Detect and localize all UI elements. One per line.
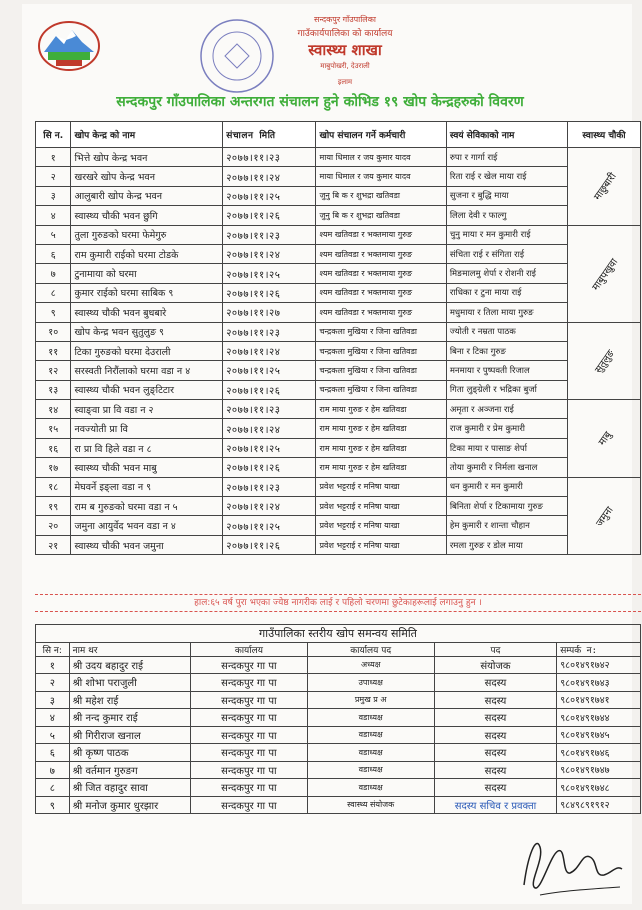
member-position: सदस्य सचिव र प्रवक्ता (434, 796, 557, 814)
operation-date: २०७७।११।२६ (223, 206, 316, 225)
volunteer-names: गिता लुङ्ग्रेली र भद्रिका बुर्जा (446, 380, 567, 399)
row-sn: १८ (36, 477, 71, 496)
member-phone: ९८०१४९१७४२ (557, 656, 641, 674)
row-sn: १५ (36, 419, 71, 438)
row-sn: ८ (36, 283, 71, 302)
center-name: भित्ते खोप केन्द्र भवन (71, 148, 223, 167)
row-sn: १ (36, 148, 71, 167)
operation-date: २०७७।११।२६ (223, 380, 316, 399)
member-name: श्री महेश राई (69, 691, 190, 709)
col-sn-header: सि न. (36, 122, 71, 148)
member-office: सन्दकपुर गा पा (191, 744, 308, 762)
col-date-header: संचालन मिति (223, 122, 316, 148)
health-post-name: सुतुलुङ (593, 348, 618, 376)
member-office: सन्दकपुर गा पा (191, 796, 308, 814)
vaccinator-staff: प्रवेश भट्टराई र मनिषा याखा (316, 477, 446, 496)
operation-date: २०७७।११।२४ (223, 244, 316, 263)
operation-date: २०७७।११।२६ (223, 458, 316, 477)
member-sn: ४ (36, 709, 70, 727)
row-sn: ४ (36, 206, 71, 225)
center-name: स्वाङ्वा प्रा वि वडा न २ (71, 400, 223, 419)
committee-row (36, 709, 641, 727)
member-office: सन्दकपुर गा पा (191, 656, 308, 674)
committee-col-role: कार्यालय पद (307, 642, 434, 656)
center-name: टिका गुरुङको घरमा देउराली (71, 341, 223, 360)
center-name: कुमार राईको घरमा साबिक ९ (71, 283, 223, 302)
member-office: सन्दकपुर गा पा (191, 761, 308, 779)
volunteer-names: हेम कुमारी र शान्ता चौहान (446, 516, 567, 535)
member-sn: ५ (36, 726, 70, 744)
member-office: सन्दकपुर गा पा (191, 709, 308, 727)
table-row (36, 419, 641, 438)
member-office: सन्दकपुर गा पा (191, 726, 308, 744)
volunteer-names: राज कुमारी र प्रेम कुमारी (446, 419, 567, 438)
committee-row (36, 779, 641, 797)
operation-date: २०७७।११।२३ (223, 225, 316, 244)
volunteer-names: लिला देवी र फाल्गु (446, 206, 567, 225)
operation-date: २०७७।११।२५ (223, 186, 316, 205)
operation-date: २०७७।११।२३ (223, 148, 316, 167)
vaccinator-staff: राम माया गुरुङ र हेम खतिवडा (316, 400, 446, 419)
vaccinator-staff: माया धिमाल र जय कुमार यादव (316, 167, 446, 186)
center-name: तुला गुरुङको घरमा फेमेगुरु (71, 225, 223, 244)
member-position: सदस्य (434, 779, 557, 797)
member-name: श्री शोभा पराजुली (69, 674, 190, 692)
committee-col-phone: सम्पर्क न: (557, 642, 641, 656)
volunteer-names: टिका माया र पासाङ शेर्पा (446, 438, 567, 457)
member-sn: २ (36, 674, 70, 692)
handwritten-signature (510, 825, 635, 907)
member-phone: ९८०१४९१७४५ (557, 726, 641, 744)
row-sn: १९ (36, 497, 71, 516)
member-office-role: वडाध्यक्ष (307, 726, 434, 744)
health-post-cell (568, 225, 641, 322)
volunteer-names: मनमाया र पुष्पवती रिजाल (446, 361, 567, 380)
center-name: स्वास्थ्य चौकी भवन बुधबारे (71, 303, 223, 322)
col-healthpost-header: स्वास्थ्य चौकी (568, 122, 641, 148)
vaccinator-staff: चन्द्रकला मुखिया र जिना खतिवडा (316, 361, 446, 380)
member-office-role: प्रमुख प्र अ (307, 691, 434, 709)
vaccinator-staff: जुनु बि क र शुभद्रा खतिवडा (316, 206, 446, 225)
row-sn: १६ (36, 438, 71, 457)
table-row (36, 361, 641, 380)
member-position: सदस्य (434, 761, 557, 779)
member-phone: ९८०१४९१७४४ (557, 709, 641, 727)
row-sn: २ (36, 167, 71, 186)
member-position: सदस्य (434, 726, 557, 744)
row-sn: ९ (36, 303, 71, 322)
center-name: राम ब गुरुङको घरमा वडा न ५ (71, 497, 223, 516)
vaccinator-staff: चन्द्रकला मुखिया र जिना खतिवडा (316, 380, 446, 399)
row-sn: ५ (36, 225, 71, 244)
member-phone: ९८०१४९१७४३ (557, 674, 641, 692)
member-position: संयोजक (434, 656, 557, 674)
operation-date: २०७७।११।२६ (223, 535, 316, 554)
document-title: सन्दकपुर गाँउपालिका अन्तरगत संचालन हुने कोभिड १९ खोप केन्द्रहरुको विवरण (116, 94, 524, 110)
nepal-emblem-logo (36, 18, 102, 72)
volunteer-names: बिनिता शेर्पा र टिकामाया गुरुङ (446, 497, 567, 516)
operation-date: २०७७।११।२३ (223, 477, 316, 496)
center-name: राम कुमारी राईको घरमा टोडके (71, 244, 223, 263)
row-sn: २१ (36, 535, 71, 554)
operation-date: २०७७।११।२५ (223, 516, 316, 535)
center-name: स्वास्थ्य चौकी भवन जमुना (71, 535, 223, 554)
table-row (36, 477, 641, 496)
member-position: सदस्य (434, 709, 557, 727)
center-name: खोप केन्द्र भवन सुतुलुङ ९ (71, 322, 223, 341)
committee-col-sn: सि न: (36, 642, 70, 656)
row-sn: ११ (36, 341, 71, 360)
member-position: सदस्य (434, 744, 557, 762)
table-row (36, 535, 641, 554)
vaccinator-staff: प्रवेश भट्टराई र मनिषा याखा (316, 516, 446, 535)
row-sn: १३ (36, 380, 71, 399)
vaccinator-staff: श्यम खतिवडा र भक्तमाया गुरुङ (316, 283, 446, 302)
volunteer-names: मिङमालमु शेर्पा र रोशनी राई (446, 264, 567, 283)
row-sn: ३ (36, 186, 71, 205)
row-sn: १२ (36, 361, 71, 380)
table-row (36, 303, 641, 322)
table-row (36, 225, 641, 244)
col-volunteer-header: स्वयं सेविकाको नाम (446, 122, 567, 148)
header-district: इलाम (337, 78, 353, 86)
operation-date: २०७७।११।२५ (223, 438, 316, 457)
health-post-name: माबु (596, 430, 614, 449)
committee-col-position: पद (434, 642, 557, 656)
table-row (36, 186, 641, 205)
coordination-committee-table (35, 624, 641, 814)
health-post-cell (568, 148, 641, 226)
table-row (36, 516, 641, 535)
committee-col-name: नाम थर (69, 642, 190, 656)
volunteer-names: रुपा र गार्गा राई (446, 148, 567, 167)
member-office-role: वडाध्यक्ष (307, 761, 434, 779)
member-name: श्री उदय बहादुर राई (69, 656, 190, 674)
row-sn: ७ (36, 264, 71, 283)
center-name: आलुबारी खोप केन्द्र भवन (71, 186, 223, 205)
member-sn: ७ (36, 761, 70, 779)
center-name: टुनामाया को घरमा (71, 264, 223, 283)
member-office-role: स्वास्थ्य संयोजक (307, 796, 434, 814)
volunteer-names: राधिका र टुना माया राई (446, 283, 567, 302)
member-sn: ८ (36, 779, 70, 797)
table-row (36, 264, 641, 283)
header-section: स्वास्थ्य शाखा (308, 41, 382, 59)
member-phone: ९८०१४९१७४१ (557, 691, 641, 709)
volunteer-names: मधुमाया र तिला माया गुरुङ (446, 303, 567, 322)
committee-title: गाउँपालिका स्तरीय खोप समन्वय समिति (36, 625, 641, 643)
row-sn: १० (36, 322, 71, 341)
operation-date: २०७७।११।२४ (223, 419, 316, 438)
operation-date: २०७७।११।२५ (223, 264, 316, 283)
health-post-cell (568, 322, 641, 400)
header-office: गाउँकार्यपालिका को कार्यालय (297, 29, 393, 39)
vaccinator-staff: श्यम खतिवडा र भक्तमाया गुरुङ (316, 264, 446, 283)
member-position: सदस्य (434, 691, 557, 709)
committee-row (36, 761, 641, 779)
vaccination-centers-table (35, 121, 641, 555)
center-name: खरखरे खोप केन्द्र भवन (71, 167, 223, 186)
col-staff-header: खोप संचालन गर्ने कर्मचारी (316, 122, 446, 148)
member-name: श्री कृष्ण पाठक (69, 744, 190, 762)
vaccinator-staff: राम माया गुरुङ र हेम खतिवडा (316, 419, 446, 438)
header-municipality: सन्दकपुर गाँउपालिका (314, 15, 376, 24)
volunteer-names: रिता राई र खेल माया राई (446, 167, 567, 186)
operation-date: २०७७।११।२४ (223, 497, 316, 516)
table-row (36, 322, 641, 341)
volunteer-names: धन कुमारी र मन कुमारी (446, 477, 567, 496)
row-sn: २० (36, 516, 71, 535)
row-sn: १४ (36, 400, 71, 419)
center-name: रा प्रा वि हिले वडा न ८ (71, 438, 223, 457)
operation-date: २०७७।११।२४ (223, 341, 316, 360)
vaccinator-staff: माया धिमाल र जय कुमार यादव (316, 148, 446, 167)
member-position: सदस्य (434, 674, 557, 692)
committee-row (36, 726, 641, 744)
vaccinator-staff: जुनु बि क र शुभद्रा खतिवडा (316, 186, 446, 205)
member-phone: ९८०१४९१७४६ (557, 744, 641, 762)
member-office-role: वडाध्यक्ष (307, 709, 434, 727)
member-phone: ९८०१४९१७४७ (557, 761, 641, 779)
health-post-cell (568, 477, 641, 555)
volunteer-names: संचिता राई र संगिता राई (446, 244, 567, 263)
volunteer-names: तोया कुमारी र निर्मला खनाल (446, 458, 567, 477)
committee-row (36, 674, 641, 692)
member-phone: ९८०१४९१७४८ (557, 779, 641, 797)
eligibility-note: हाल:६५ वर्ष पुरा भएका ज्येष्ठ नागरीक लाई र पहिलो चरणमा छुटेकाहरूलाई लगाउनु हुन । (35, 594, 641, 612)
center-name: जमुना आयुर्वेद भवन वडा न ४ (71, 516, 223, 535)
vaccinator-staff: चन्द्रकला मुखिया र जिना खतिवडा (316, 322, 446, 341)
operation-date: २०७७।११।२७ (223, 303, 316, 322)
table-row (36, 244, 641, 263)
table-row (36, 380, 641, 399)
table-row (36, 458, 641, 477)
vaccinator-staff: श्यम खतिवडा र भक्तमाया गुरुङ (316, 303, 446, 322)
vaccinator-staff: चन्द्रकला मुखिया र जिना खतिवडा (316, 341, 446, 360)
vaccinator-staff: प्रवेश भट्टराई र मनिषा याखा (316, 535, 446, 554)
committee-col-office: कार्यालय (191, 642, 308, 656)
health-post-name: माबुपखुवा (590, 256, 621, 293)
center-name: स्वास्थ्य चौकी भवन माबु (71, 458, 223, 477)
operation-date: २०७७।११।२३ (223, 322, 316, 341)
member-phone: ९८४९८९१९१२ (557, 796, 641, 814)
volunteer-names: रमला गुरुङ र डोल माया (446, 535, 567, 554)
header-address: माबुपोखरी, देउराली (320, 62, 370, 70)
member-name: श्री वर्तमान गुरुङग (69, 761, 190, 779)
table-row (36, 167, 641, 186)
member-name: श्री गिरीराज खनाल (69, 726, 190, 744)
vaccinator-staff: राम माया गुरुङ र हेम खतिवडा (316, 458, 446, 477)
member-sn: ९ (36, 796, 70, 814)
table-row (36, 438, 641, 457)
volunteer-names: सुजना र बुद्धि माया (446, 186, 567, 205)
member-sn: १ (36, 656, 70, 674)
volunteer-names: बिना र टिका गुरुङ (446, 341, 567, 360)
operation-date: २०७७।११।२५ (223, 361, 316, 380)
member-office: सन्दकपुर गा पा (191, 674, 308, 692)
committee-row (36, 691, 641, 709)
table-row (36, 497, 641, 516)
row-sn: १७ (36, 458, 71, 477)
member-office-role: उपाध्यक्ष (307, 674, 434, 692)
member-office-role: अध्यक्ष (307, 656, 434, 674)
center-name: मेघवर्ने इङ्ला वडा न ९ (71, 477, 223, 496)
operation-date: २०७७।११।२३ (223, 400, 316, 419)
row-sn: ६ (36, 244, 71, 263)
member-sn: ३ (36, 691, 70, 709)
table-row (36, 400, 641, 419)
center-name: नवज्योती प्रा वि (71, 419, 223, 438)
member-office: सन्दकपुर गा पा (191, 691, 308, 709)
vaccinator-staff: प्रवेश भट्टराई र मनिषा याखा (316, 497, 446, 516)
member-name: श्री नन्द कुमार राई (69, 709, 190, 727)
center-name: स्वास्थ्य चौकी भवन छुगि (71, 206, 223, 225)
committee-row (36, 656, 641, 674)
operation-date: २०७७।११।२६ (223, 283, 316, 302)
vaccinator-staff: राम माया गुरुङ र हेम खतिवडा (316, 438, 446, 457)
member-office: सन्दकपुर गा पा (191, 779, 308, 797)
table-row (36, 148, 641, 167)
health-post-cell (568, 400, 641, 478)
member-office-role: वडाध्यक्ष (307, 779, 434, 797)
operation-date: २०७७।११।२४ (223, 167, 316, 186)
volunteer-names: चुनु माया र मन कुमारी राई (446, 225, 567, 244)
table-row (36, 206, 641, 225)
member-sn: ६ (36, 744, 70, 762)
col-center-header: खोप केन्द्र को नाम (71, 122, 223, 148)
volunteer-names: ज्योती र नम्रता पाठक (446, 322, 567, 341)
committee-row (36, 796, 641, 814)
vaccinator-staff: श्यम खतिवडा र भक्तमाया गुरुङ (316, 244, 446, 263)
volunteer-names: अमृता र अञ्जना राई (446, 400, 567, 419)
member-name: श्री जित वहादुर सावा (69, 779, 190, 797)
member-name: श्री मनोज कुमार धुरझार (69, 796, 190, 814)
table-row (36, 341, 641, 360)
health-post-name: माछुबारी (591, 171, 619, 203)
center-name: सरस्वती निरौंलाको घरमा वडा न ४ (71, 361, 223, 380)
table-row (36, 283, 641, 302)
member-office-role: वडाध्यक्ष (307, 744, 434, 762)
vaccinator-staff: श्यम खतिवडा र भक्तमाया गुरुङ (316, 225, 446, 244)
committee-row (36, 744, 641, 762)
health-post-name: जमुना (594, 504, 616, 529)
center-name: स्वास्थ्य चौकी भवन लुङ्टिटार (71, 380, 223, 399)
